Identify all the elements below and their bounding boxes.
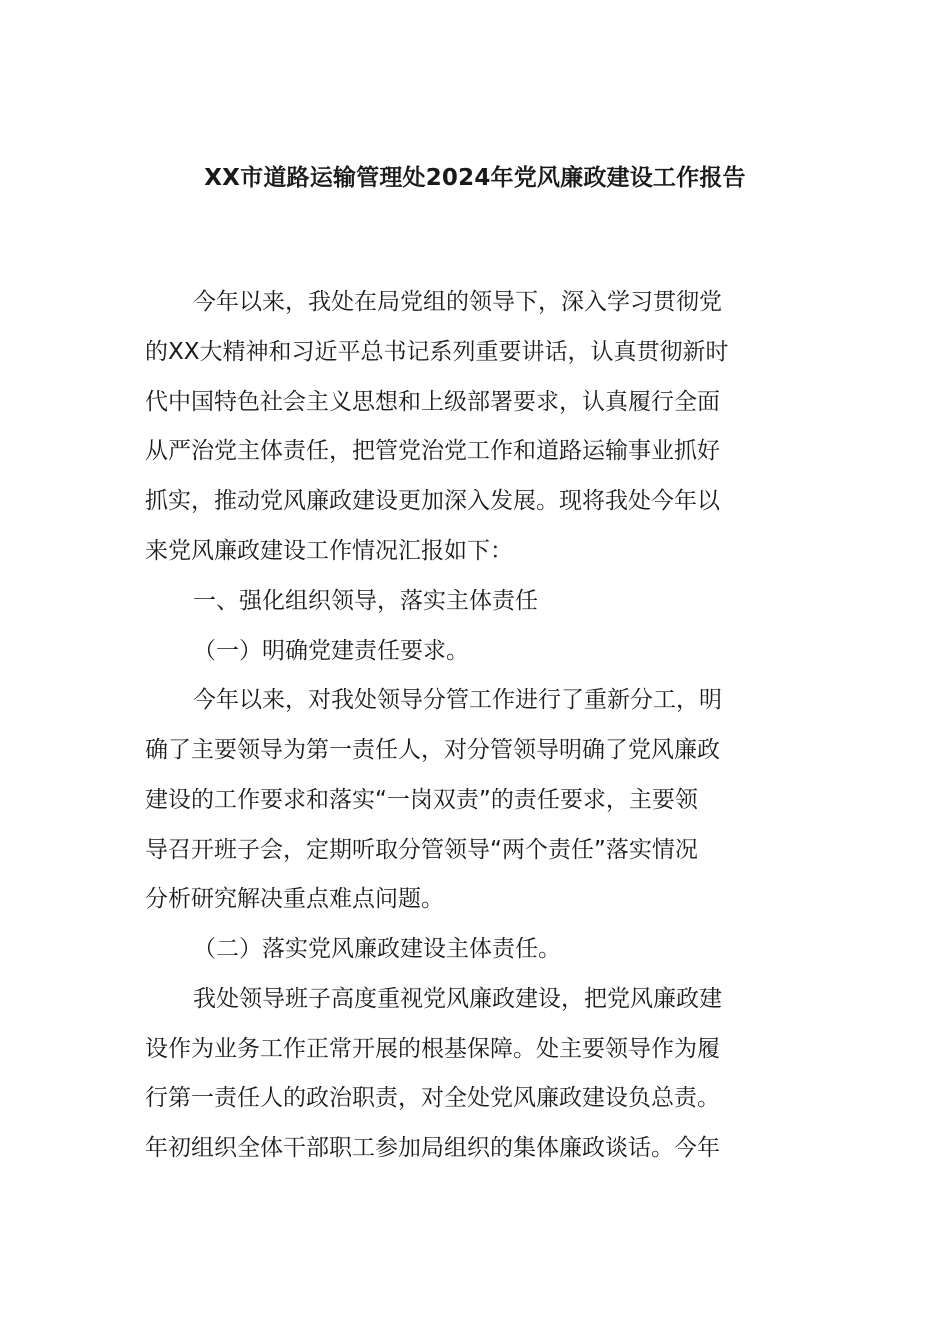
paragraph-1-line-4: 从严治党主体责任，把管党治党工作和道路运输事业抓好 — [145, 438, 720, 464]
paragraph-2-line-2: 确了主要领导为第一责任人，对分管领导明确了党风廉政 — [145, 737, 720, 763]
paragraph-1-line-6: 来党风廉政建设工作情况汇报如下： — [145, 538, 513, 564]
paragraph-3-line-1: 我处领导班子高度重视党风廉政建设，把党风廉政建 — [193, 986, 722, 1012]
paragraph-3-line-4: 年初组织全体干部职工参加局组织的集体廉政谈话。今年 — [145, 1135, 720, 1161]
paragraph-3-line-3: 行第一责任人的政治职责，对全处党风廉政建设负总责。 — [145, 1085, 720, 1111]
subsection-heading-1: （一）明确党建责任要求。 — [193, 638, 469, 664]
section-heading-1: 一、强化组织领导，落实主体责任 — [193, 588, 538, 614]
paragraph-1-line-1: 今年以来，我处在局党组的领导下，深入学习贯彻党 — [193, 289, 722, 315]
paragraph-2-line-4: 导召开班子会，定期听取分管领导“两个责任”落实情况 — [145, 837, 698, 863]
paragraph-2-line-3: 建设的工作要求和落实“一岗双责”的责任要求，主要领 — [145, 787, 698, 813]
paragraph-3-line-2: 设作为业务工作正常开展的根基保障。处主要领导作为履 — [145, 1036, 720, 1062]
paragraph-1-line-5: 抓实，推动党风廉政建设更加深入发展。现将我处今年以 — [145, 488, 720, 514]
paragraph-2-line-1: 今年以来，对我处领导分管工作进行了重新分工，明 — [193, 687, 722, 713]
document-title: XX市道路运输管理处2024年党风廉政建设工作报告 — [204, 165, 746, 191]
paragraph-1-line-2: 的XX大精神和习近平总书记系列重要讲话，认真贯彻新时 — [145, 339, 729, 365]
paragraph-2-line-5: 分析研究解决重点难点问题。 — [145, 886, 444, 912]
subsection-heading-2: （二）落实党风廉政建设主体责任。 — [193, 936, 561, 962]
paragraph-1-line-3: 代中国特色社会主义思想和上级部署要求，认真履行全面 — [145, 389, 720, 415]
